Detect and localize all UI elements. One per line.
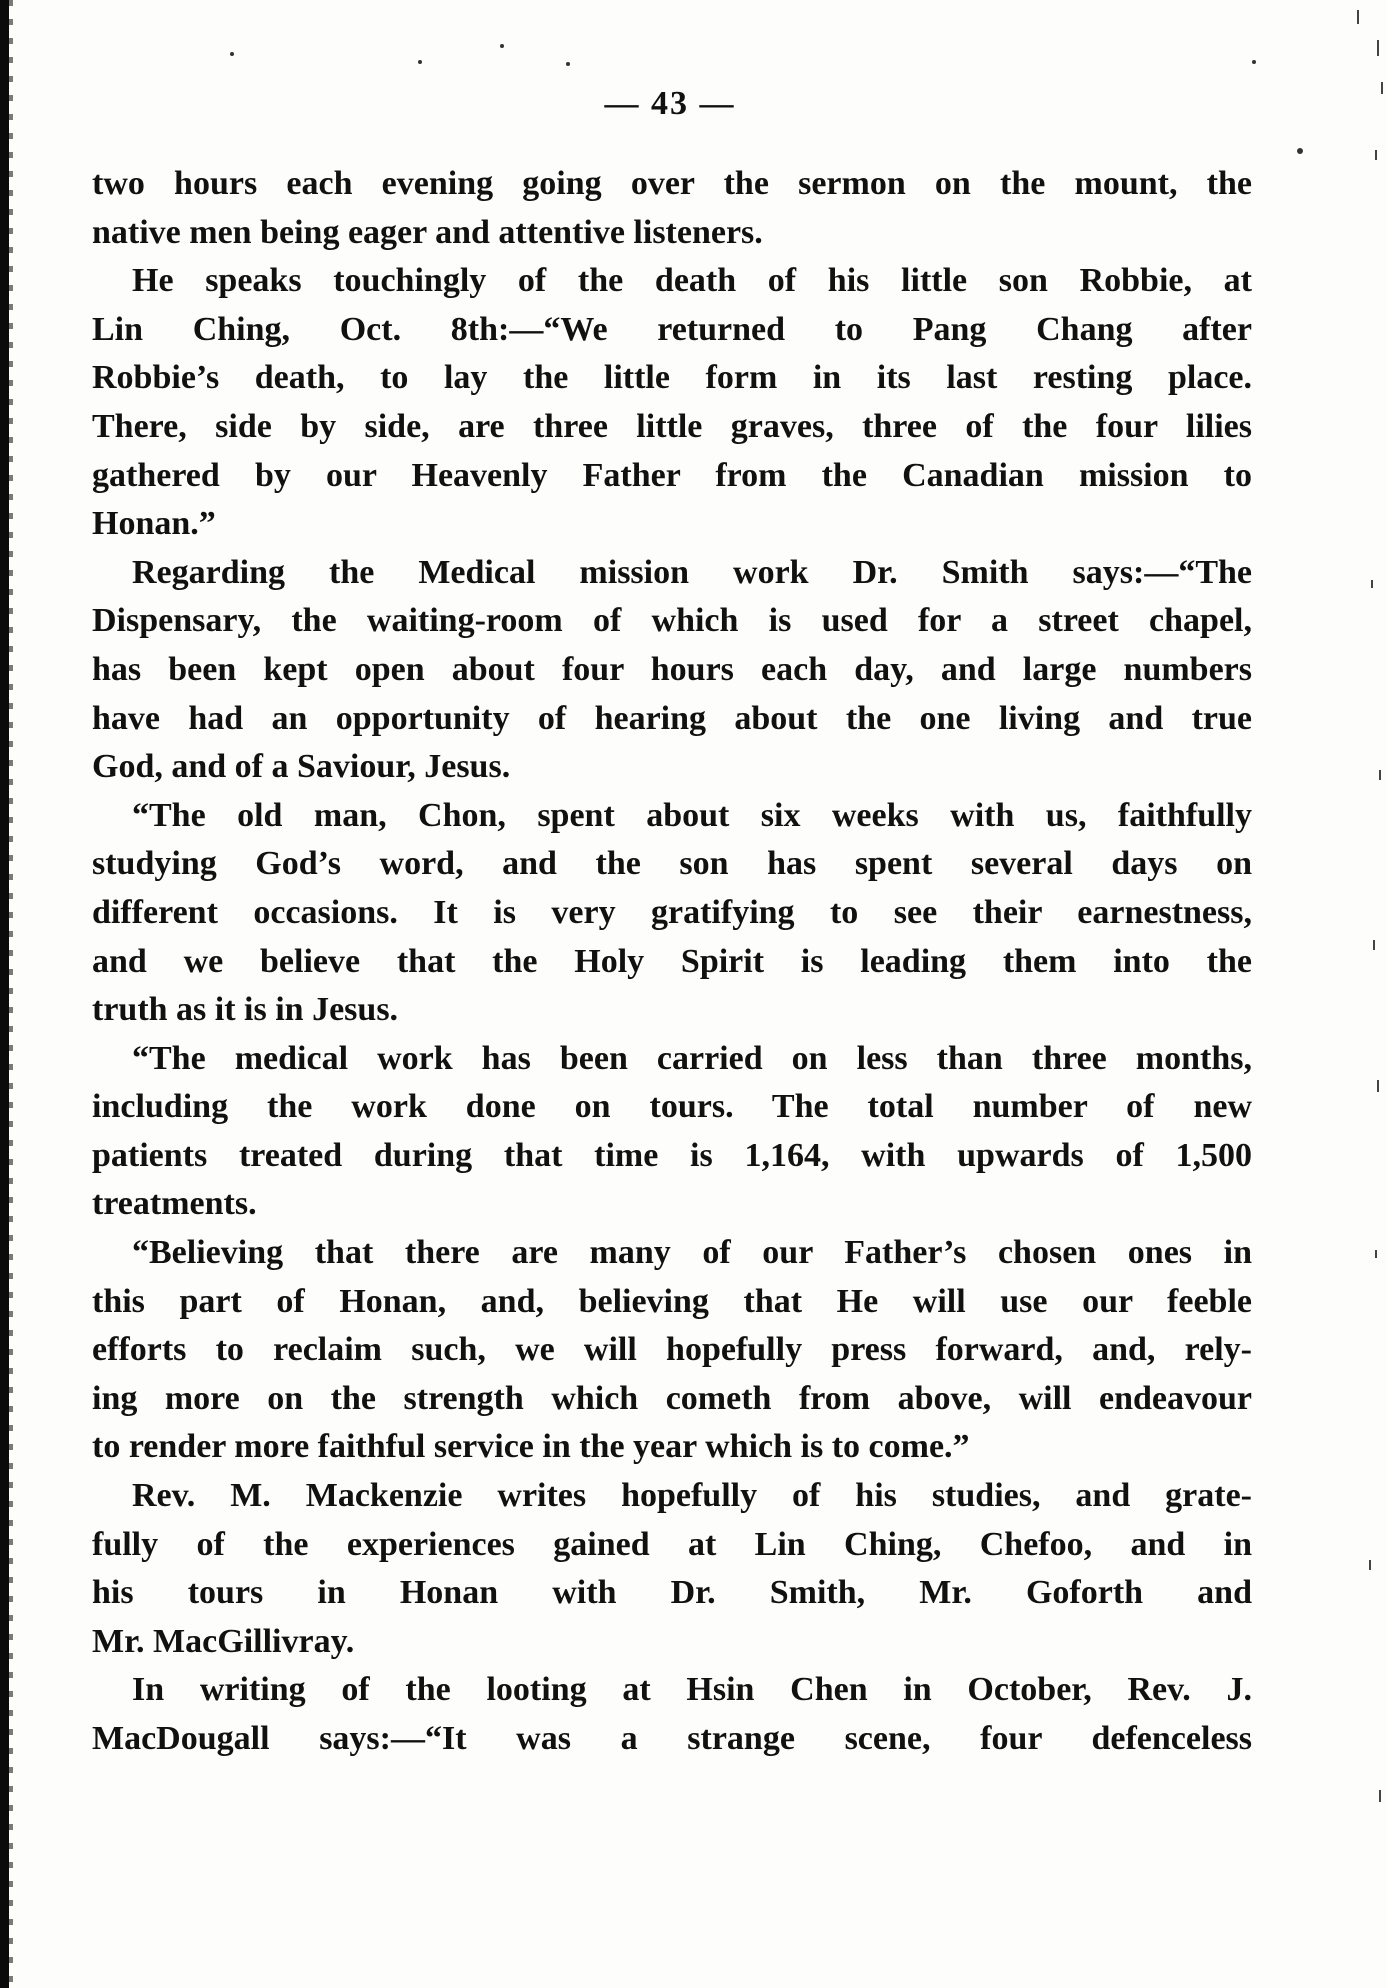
scan-noise-right-margin [1357, 0, 1387, 1988]
text-line: studying God’s word, and the son has spent several days on [92, 845, 1252, 883]
text-line: patients treated during that time is 1,164, with upwards of 1,500 [92, 1136, 1252, 1174]
binding-edge [0, 0, 9, 1988]
text-line: truth as it is in Jesus. [92, 991, 399, 1029]
text-line: have had an opportunity of hearing about the one living and true [92, 699, 1252, 737]
text-line: In writing of the looting at Hsin Chen in October, Rev. J. [132, 1671, 1252, 1709]
text-line: Lin Ching, Oct. 8th:—“We returned to Pang Chang after [92, 310, 1252, 348]
text-line: this part of Honan, and, believing that He will use our feeble [92, 1282, 1252, 1320]
binding-specks [9, 0, 13, 1988]
text-line: Mr. MacGillivray. [92, 1622, 355, 1660]
text-line: Regarding the Medical mission work Dr. Smith says:—“The [132, 553, 1252, 591]
text-line: There, side by side, are three little graves, three of the four lilies [92, 407, 1252, 445]
text-line: fully of the experiences gained at Lin Ching, Chefoo, and in [92, 1525, 1252, 1563]
text-line: Robbie’s death, to lay the little form in its last resting place. [92, 359, 1252, 397]
text-line: “The old man, Chon, spent about six weeks with us, faithfully [132, 796, 1252, 834]
text-line: “Believing that there are many of our Father’s chosen ones in [132, 1234, 1252, 1272]
text-line: Rev. M. Mackenzie writes hopefully of his studies, and grate- [132, 1477, 1252, 1515]
text-line: efforts to reclaim such, we will hopefully press forward, and, rely- [92, 1331, 1252, 1369]
text-line: his tours in Honan with Dr. Smith, Mr. Goforth and [92, 1574, 1252, 1612]
text-line: ing more on the strength which cometh from above, will endeavour [92, 1379, 1252, 1417]
text-line: Honan.” [92, 505, 216, 543]
text-line: He speaks touchingly of the death of his little son Robbie, at [132, 262, 1252, 300]
text-line: native men being eager and attentive listeners. [92, 213, 763, 251]
page-number: — 43 — [604, 85, 736, 122]
text-line: and we believe that the Holy Spirit is leading them into the [92, 942, 1252, 980]
text-line: two hours each evening going over the sermon on the mount, the [92, 165, 1252, 202]
text-line: “The medical work has been carried on less than three months, [132, 1039, 1252, 1077]
text-line: gathered by our Heavenly Father from the Canadian mission to [92, 456, 1252, 494]
text-line: different occasions. It is very gratifying to see their earnestness, [92, 893, 1252, 931]
text-line: to render more faithful service in the year which is to come.” [92, 1428, 970, 1466]
body-text [92, 160, 1252, 1764]
text-line: God, and of a Saviour, Jesus. [92, 748, 511, 786]
text-line: Dispensary, the waiting-room of which is used for a street chapel, [92, 602, 1252, 640]
text-line: MacDougall says:—“It was a strange scene, four defenceless [92, 1720, 1252, 1757]
text-line: has been kept open about four hours each day, and large numbers [92, 650, 1252, 688]
text-line: including the work done on tours. The total number of new [92, 1088, 1252, 1126]
text-line: treatments. [92, 1185, 257, 1223]
